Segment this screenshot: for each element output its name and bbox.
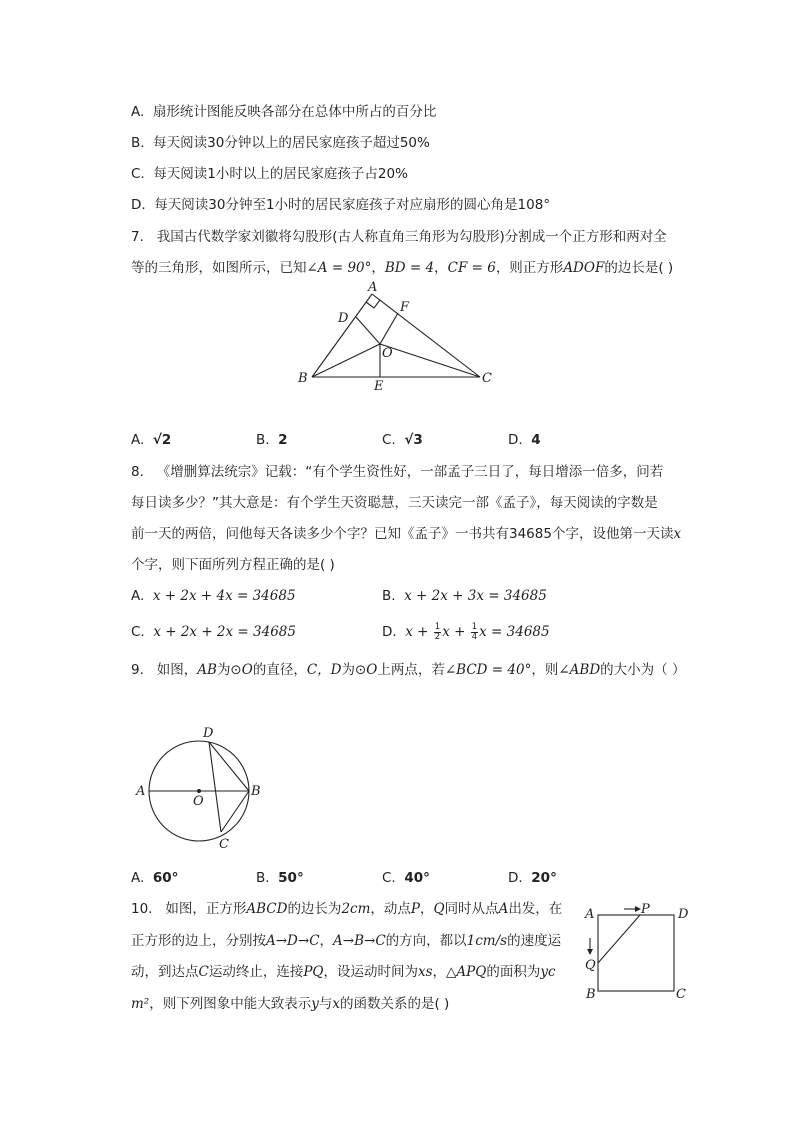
- q8-option-a: [131, 586, 296, 606]
- stem-text: 出发，在: [508, 901, 563, 917]
- option-value: √2: [152, 432, 172, 448]
- q8-option-c: [131, 622, 296, 642]
- stem-text: 的函数关系的是( ): [339, 996, 450, 1012]
- fraction-quarter: [471, 623, 478, 641]
- q7-option-d: [508, 430, 541, 450]
- fraction-numerator: 1: [471, 622, 478, 632]
- stem-text: 的面积为: [486, 964, 541, 980]
- stem-text: 与: [318, 996, 333, 1012]
- stem-text: 动，到达点: [131, 964, 199, 980]
- q6-option-a: [131, 102, 436, 122]
- variable-x: x: [332, 996, 340, 1012]
- option-value: 40°: [404, 870, 430, 886]
- points-cd: C，D: [306, 662, 342, 678]
- option-equation: x + 2x + 2x = 34685: [153, 624, 296, 640]
- fraction-denominator: 2: [434, 631, 441, 642]
- stem-text: ，则下列图象中能大致表示: [149, 996, 312, 1012]
- label-b: B: [586, 987, 596, 1002]
- sep: ，: [319, 933, 334, 949]
- q6-option-c: [131, 164, 408, 184]
- stem-text: ，则: [531, 662, 559, 678]
- segment-ab: AB: [197, 662, 217, 678]
- sep: ，: [434, 260, 448, 276]
- point-a: A: [498, 901, 509, 917]
- option-letter: D.: [508, 432, 523, 448]
- stem-text: 的速度运: [507, 933, 562, 949]
- option-letter: C.: [131, 624, 145, 640]
- label-d: D: [203, 726, 214, 741]
- segment-pq: PQ: [303, 964, 324, 980]
- label-p: P: [641, 902, 650, 917]
- stem-text: 的边长是( ): [604, 260, 674, 276]
- fraction-denominator: 4: [471, 631, 478, 642]
- q7-stem-line1: [131, 227, 667, 247]
- q10-stem-line3: [131, 962, 556, 982]
- q10-square-figure: [580, 900, 700, 1005]
- option-letter: B.: [382, 588, 396, 604]
- area-unit: m²: [131, 996, 150, 1012]
- option-text: 每天阅读30分钟以上的居民家庭孩子超过50%: [153, 135, 430, 151]
- stem-text: ，则正方形: [495, 260, 564, 276]
- label-a: A: [585, 907, 595, 922]
- question-number: 9.: [131, 662, 144, 678]
- option-letter: C.: [382, 870, 396, 886]
- label-c: C: [482, 371, 492, 386]
- stem-text: 同时从点: [444, 901, 499, 917]
- option-letter: B.: [256, 870, 270, 886]
- stem-text: 如图，: [156, 662, 198, 678]
- q10-stem-line2: [131, 931, 561, 951]
- area-var: yc: [540, 964, 556, 980]
- q10-stem-line4: [131, 994, 449, 1014]
- question-number: 7.: [131, 229, 144, 245]
- option-letter: D.: [382, 624, 397, 640]
- q6-option-d: [131, 195, 550, 215]
- label-o: O: [193, 794, 204, 809]
- option-letter: B.: [131, 135, 145, 151]
- sep: ，: [371, 260, 385, 276]
- label-d: D: [678, 907, 689, 922]
- q9-stem: [131, 660, 685, 680]
- q8-stem-line4: [131, 555, 335, 575]
- q8-option-d: [382, 622, 550, 642]
- point-q: Q: [433, 901, 445, 917]
- option-value: 60°: [152, 870, 179, 886]
- q8-stem-line3: [131, 524, 681, 544]
- condition-angle: ∠A = 90°: [306, 260, 372, 276]
- condition-bd: BD = 4: [384, 260, 435, 276]
- q10-stem-line1: [131, 899, 562, 919]
- option-letter: C.: [131, 166, 145, 182]
- q9-option-c: [382, 868, 430, 888]
- option-value: 50°: [278, 870, 304, 886]
- label-d: D: [338, 311, 349, 326]
- stem-text: 的大小为（ ）: [600, 662, 686, 678]
- stem-text: ，设运动时间为: [323, 964, 418, 980]
- option-letter: D.: [131, 197, 146, 213]
- option-equation: x + 2x + 3x = 34685: [404, 588, 547, 604]
- option-letter: D.: [508, 870, 523, 886]
- q8-stem-line1: [131, 462, 663, 482]
- option-letter: A.: [131, 870, 145, 886]
- sep: ，: [432, 964, 447, 980]
- option-value: 20°: [531, 870, 557, 886]
- stem-text: 运动终止，连接: [208, 964, 304, 980]
- stem-text: 的直径，: [252, 662, 307, 678]
- q8-option-b: [382, 586, 547, 606]
- point-c: C: [198, 964, 209, 980]
- stem-text: 《增删算法统宗》记载：“有个学生资性好，一部孟子三日了，每日增添一倍多，问若: [156, 464, 664, 480]
- speed: 1cm/s: [466, 933, 508, 949]
- stem-text: 前一天的两倍，问他每天各读多少个字？已知《孟子》一书共有34685个字，设他第一天读: [131, 526, 674, 542]
- variable-x: x: [673, 526, 682, 542]
- condition-angle: ∠BCD = 40°: [444, 662, 532, 678]
- label-b: B: [251, 784, 261, 799]
- label-a: A: [368, 280, 378, 295]
- label-f: F: [400, 300, 410, 315]
- sep: ，: [419, 901, 434, 917]
- option-letter: A.: [131, 588, 145, 604]
- equation-part: x +: [405, 624, 433, 640]
- stem-text: 为⊙: [341, 662, 367, 678]
- center-o: O: [366, 662, 378, 678]
- fraction-half: [434, 623, 441, 641]
- q9-circle-figure: [130, 722, 270, 854]
- label-c: C: [219, 837, 229, 852]
- stem-text: 上两点，若: [377, 662, 445, 678]
- q7-option-c: [382, 430, 423, 450]
- square-name: ADOF: [563, 260, 605, 276]
- stem-text: 的方向，都以: [385, 933, 467, 949]
- stem-text: ，动点: [370, 901, 411, 917]
- stem-text: 的边长为: [287, 901, 342, 917]
- q9-option-d: [508, 868, 557, 888]
- label-b: B: [298, 371, 308, 386]
- time-var: xs: [418, 964, 433, 980]
- option-text: 每天阅读30分钟至1小时的居民家庭孩子对应扇形的圆心角是108°: [154, 197, 551, 213]
- q9-option-a: [131, 868, 178, 888]
- label-e: E: [374, 379, 384, 392]
- q7-option-b: [256, 430, 288, 450]
- center-o: O: [241, 662, 253, 678]
- stem-text: 为⊙: [216, 662, 242, 678]
- triangle-apq: △APQ: [446, 964, 487, 980]
- question-number: 8.: [131, 464, 144, 480]
- q7-option-a: [131, 430, 171, 450]
- stem-text: 等的三角形，如图所示，已知: [131, 260, 307, 276]
- option-value: 4: [531, 432, 541, 448]
- option-letter: A.: [131, 104, 145, 120]
- q7-triangle-figure: [290, 280, 500, 392]
- stem-text: 个字，则下面所列方程正确的是( ): [131, 557, 335, 573]
- stem-text: 正方形的边上，分别按: [131, 933, 266, 949]
- option-equation: x + 2x + 4x = 34685: [152, 588, 296, 604]
- option-value: 2: [278, 432, 288, 448]
- equation-part: x = 34685: [479, 624, 550, 640]
- side-length: 2cm: [341, 901, 371, 917]
- label-o: O: [382, 346, 393, 361]
- q6-option-b: [131, 133, 430, 153]
- q9-option-b: [256, 868, 304, 888]
- option-text: 每天阅读1小时以上的居民家庭孩子占20%: [153, 166, 408, 182]
- label-a: A: [136, 784, 146, 799]
- label-q: Q: [585, 958, 596, 973]
- condition-cf: CF = 6: [447, 260, 496, 276]
- option-letter: C.: [382, 432, 396, 448]
- label-c: C: [676, 987, 686, 1002]
- variable-y: y: [311, 996, 319, 1012]
- option-text: 扇形统计图能反映各部分在总体中所占的百分比: [152, 104, 437, 120]
- asked-angle: ∠ABD: [558, 662, 601, 678]
- option-letter: A.: [131, 432, 145, 448]
- option-letter: B.: [256, 432, 270, 448]
- stem-text: 如图，正方形: [165, 901, 247, 917]
- stem-text: 每日读多少？”其大意是：有个学生天资聪慧，三天读完一部《孟子》，每天阅读的字数是: [131, 495, 658, 511]
- question-number: 10.: [131, 901, 153, 917]
- option-value: √3: [404, 432, 423, 448]
- square-name: ABCD: [246, 901, 288, 917]
- path-q: A→B→C: [333, 933, 386, 949]
- path-p: A→D→C: [266, 933, 320, 949]
- point-p: P: [410, 901, 420, 917]
- q7-stem-line2: [131, 258, 673, 278]
- fraction-numerator: 1: [434, 622, 441, 632]
- equation-part: x +: [442, 624, 470, 640]
- q8-stem-line2: [131, 493, 658, 513]
- stem-text: 我国古代数学家刘徽将勾股形(古人称直角三角形为勾股形)分割成一个正方形和两对全: [156, 229, 667, 245]
